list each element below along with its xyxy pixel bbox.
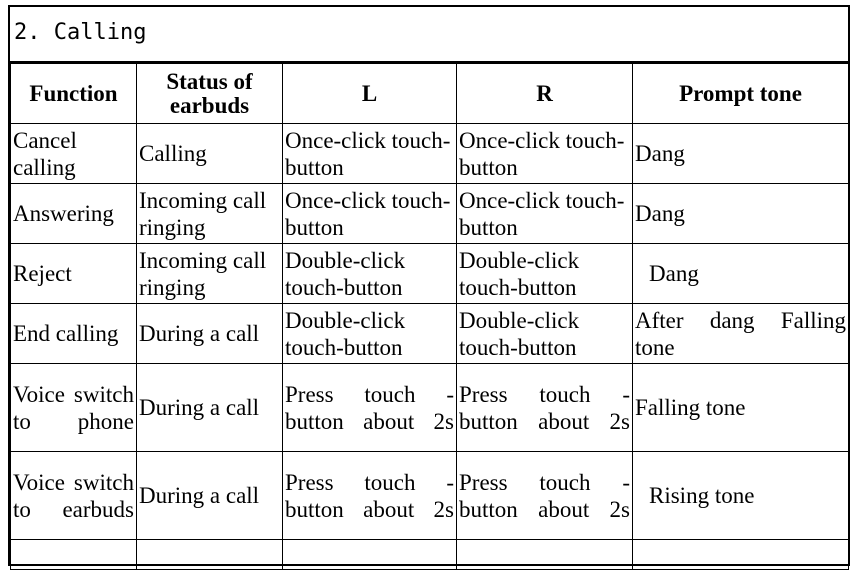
- header-status: Status of earbuds: [137, 64, 283, 124]
- table-row: [11, 452, 849, 540]
- cell-status: Incoming call ringing: [137, 184, 283, 244]
- table-header-row: [11, 64, 849, 124]
- cell-status: During a call: [137, 452, 283, 540]
- cell-function: Reject: [11, 244, 137, 304]
- cell-right: Once-click touch-button: [457, 184, 633, 244]
- document-frame: [8, 5, 850, 566]
- table-row: [11, 304, 849, 364]
- cell-tone: After dang Falling tone: [633, 304, 849, 364]
- cell-tone: Rising tone: [633, 452, 849, 540]
- cell-right: Double-click touch-button: [457, 244, 633, 304]
- cell-empty: [137, 540, 283, 570]
- header-right: R: [457, 64, 633, 124]
- cell-tone: Dang: [633, 244, 849, 304]
- header-prompt-tone: Prompt tone: [633, 64, 849, 124]
- table-row: [11, 184, 849, 244]
- cell-function: End calling: [11, 304, 137, 364]
- cell-function: Cancel calling: [11, 124, 137, 184]
- cell-left: Double-click touch-button: [283, 244, 457, 304]
- cell-tone: Falling tone: [633, 364, 849, 452]
- cell-status: During a call: [137, 304, 283, 364]
- cell-left: Once-click touch-button: [283, 184, 457, 244]
- cell-left: Once-click touch-button: [283, 124, 457, 184]
- cell-right: Press touch -button about 2s: [457, 364, 633, 452]
- cell-empty: [283, 540, 457, 570]
- section-title: 2. Calling: [10, 7, 848, 63]
- table-row: [11, 124, 849, 184]
- cell-left: Double-click touch-button: [283, 304, 457, 364]
- header-function: Function: [11, 64, 137, 124]
- calling-controls-table: [10, 63, 849, 570]
- cell-status: Incoming call ringing: [137, 244, 283, 304]
- cell-tone: Dang: [633, 184, 849, 244]
- cell-tone: Dang: [633, 124, 849, 184]
- cell-function: Voice switch to earbuds: [11, 452, 137, 540]
- cell-empty: [457, 540, 633, 570]
- table-row: [11, 364, 849, 452]
- cell-right: Double-click touch-button: [457, 304, 633, 364]
- cell-function: Answering: [11, 184, 137, 244]
- cell-right: Once-click touch-button: [457, 124, 633, 184]
- cell-empty: [11, 540, 137, 570]
- cell-empty: [633, 540, 849, 570]
- table-row-empty: [11, 540, 849, 570]
- cell-right: Press touch -button about 2s: [457, 452, 633, 540]
- header-left: L: [283, 64, 457, 124]
- table-row: [11, 244, 849, 304]
- cell-left: Press touch -button about 2s: [283, 364, 457, 452]
- cell-status: During a call: [137, 364, 283, 452]
- cell-left: Press touch -button about 2s: [283, 452, 457, 540]
- cell-status: Calling: [137, 124, 283, 184]
- cell-function: Voice switch to phone: [11, 364, 137, 452]
